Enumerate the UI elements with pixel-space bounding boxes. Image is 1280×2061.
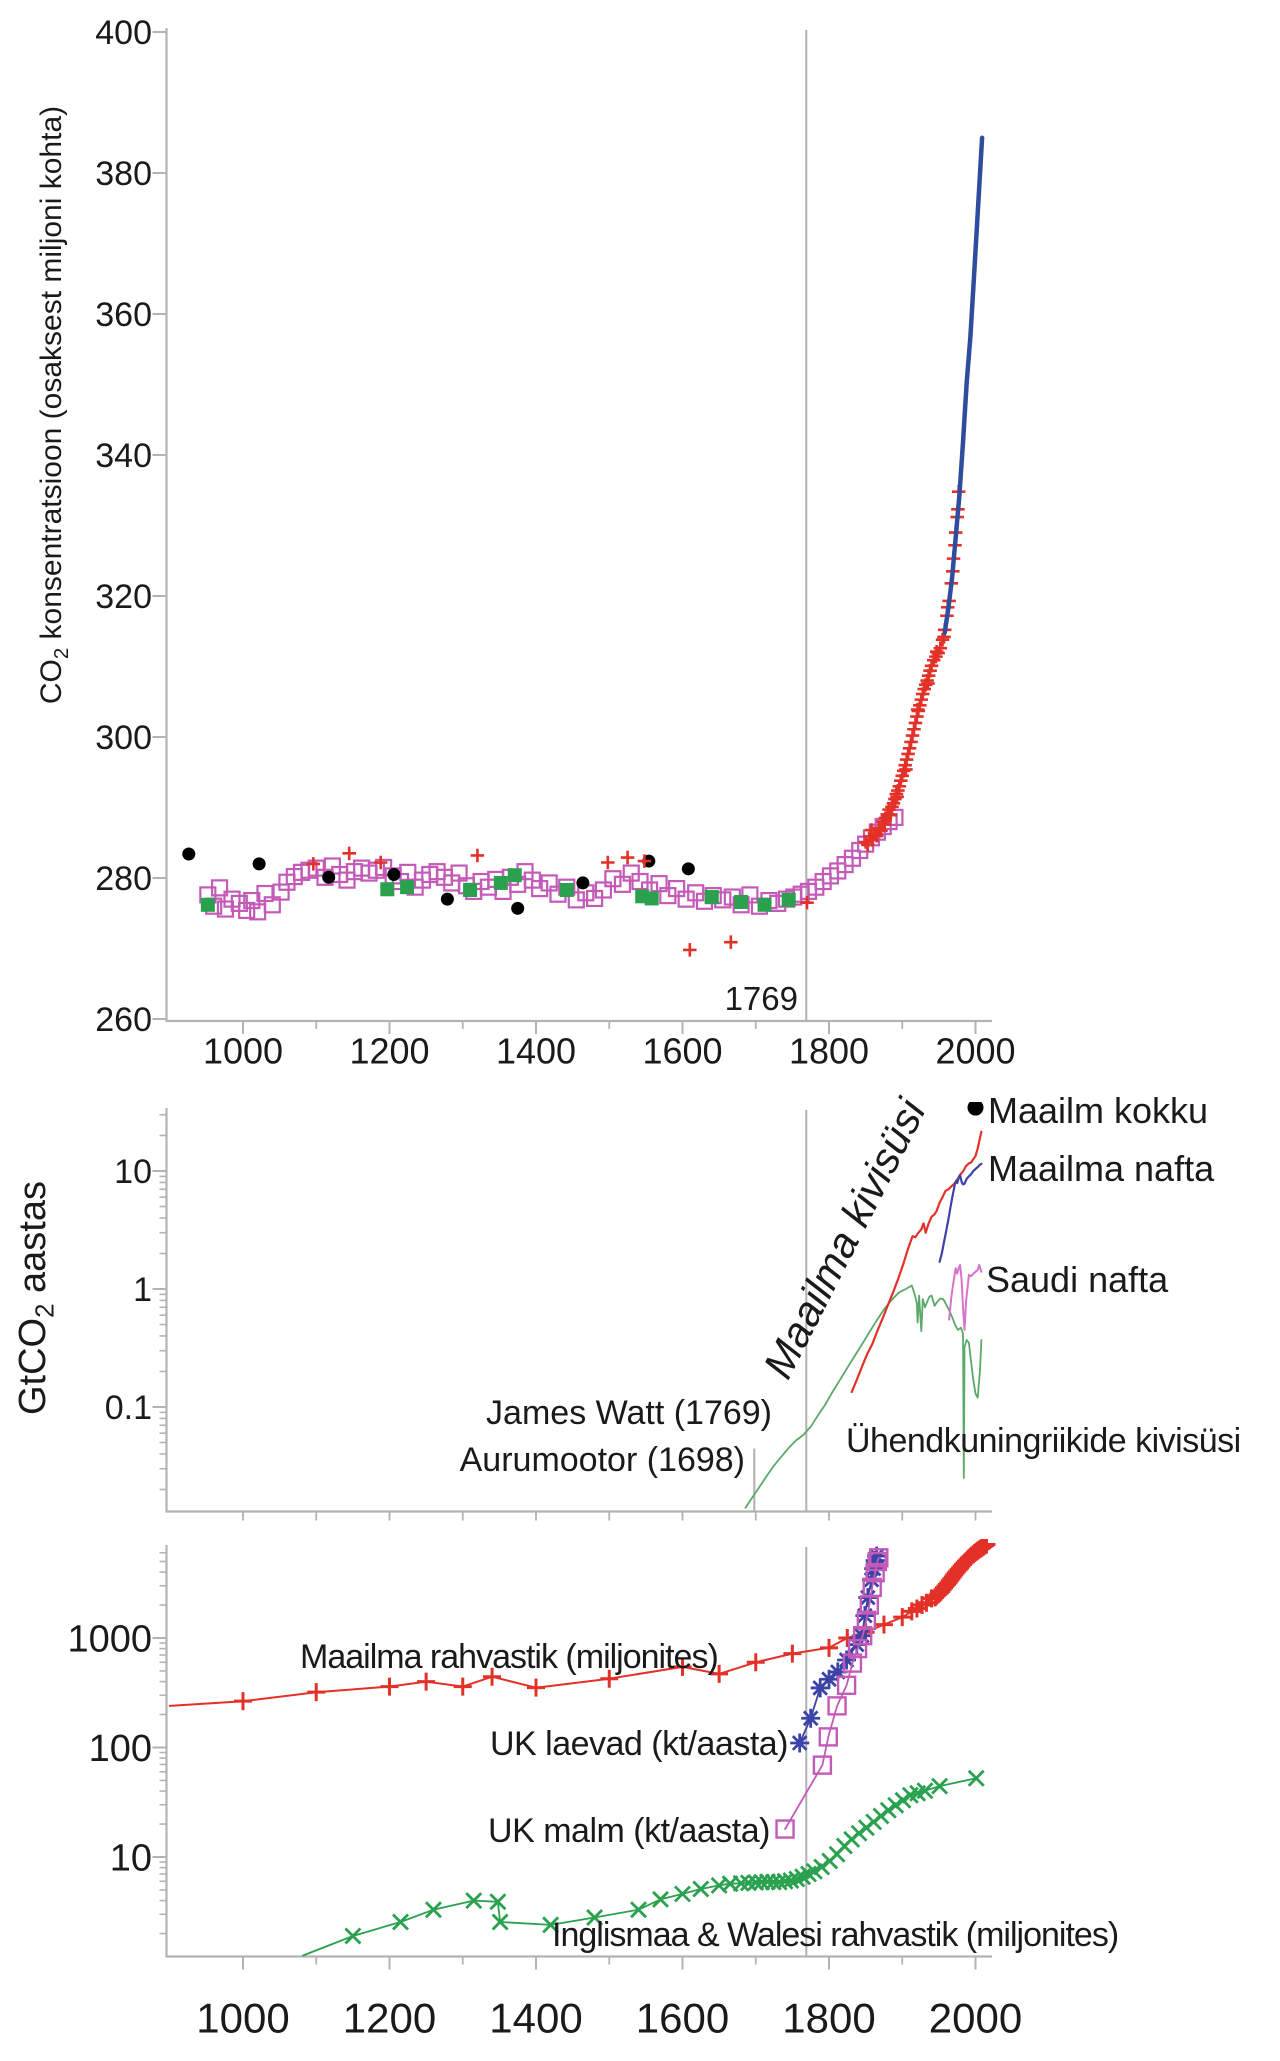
label-saudi-nafta: Saudi nafta [986, 1259, 1169, 1300]
annotation-1769: 1769 [724, 980, 798, 1017]
tick-label: 1000 [196, 1994, 290, 2042]
y-title-restb: aastas [12, 1180, 54, 1304]
y-title-sub2: 2 [51, 647, 73, 660]
series-world-oil [940, 1164, 982, 1262]
label-maailma-rahvastik: Maailma rahvastik (miljonites) [300, 1638, 718, 1676]
tick-label: 260 [95, 1001, 152, 1040]
label-james-watt: James Watt (1769) [486, 1394, 772, 1432]
tick-label: 360 [95, 296, 152, 335]
panel-co2-concentration-panel [95, 14, 1015, 1071]
label-inglismaa-rahvastik: Inglismaa & Walesi rahvastik (miljonites) [552, 1916, 1119, 1954]
label-uk-kivisusi: Ühendkuningriikide kivisüsi [846, 1422, 1241, 1460]
tick-label: 0.1 [104, 1389, 152, 1428]
tick-label: 1200 [349, 1030, 430, 1072]
panel2-y-axis-title [14, 1148, 62, 1448]
tick-label: 1000 [202, 1030, 284, 1072]
tick-label: 1600 [642, 1030, 723, 1072]
y-title-co: CO [35, 659, 68, 705]
tick-label: 2000 [935, 1030, 1016, 1072]
tick-label: 10 [109, 1837, 152, 1880]
tick-label: 1800 [788, 1030, 870, 1072]
series-uk-iron [777, 1549, 888, 1837]
tick-label: 280 [95, 860, 152, 899]
label-maailma-nafta: Maailma nafta [988, 1148, 1215, 1189]
tick-label: 380 [95, 155, 152, 194]
series-magenta-open-squares [200, 810, 902, 919]
tick-label: 1800 [782, 1994, 876, 2042]
y-title-rest: konsentratsioon (osaksest miljoni kohta) [35, 105, 68, 648]
label-maailma-kivisusi: Maailma kivisüsi [754, 1091, 935, 1386]
label-aurumootor: Aurumootor (1698) [459, 1441, 745, 1479]
tick-label: 1400 [489, 1994, 583, 2042]
tick-label: 1600 [635, 1994, 730, 2042]
tick-label: 400 [95, 14, 152, 53]
tick-label: 1200 [342, 1994, 437, 2042]
label-uk-malm: UK malm (kt/aasta) [488, 1812, 770, 1850]
tick-label: 10 [114, 1153, 152, 1192]
tick-label: 340 [95, 437, 152, 476]
y-title-gtco: GtCO [12, 1317, 54, 1416]
tick-label: 1 [133, 1271, 152, 1310]
tick-label: 100 [88, 1728, 152, 1771]
tick-label: 300 [95, 719, 152, 758]
label-uk-laevad: UK laevad (kt/aasta) [489, 1725, 788, 1763]
tick-label: 1000 [67, 1618, 152, 1661]
series-uk-ships [790, 1547, 886, 1753]
tick-label: 1400 [495, 1030, 577, 1072]
tick-label: 2000 [928, 1994, 1023, 2042]
panel-population-industry-panel [67, 1535, 1022, 2041]
series-world-total-dot [968, 1100, 984, 1116]
y-title-sub2b: 2 [31, 1303, 60, 1318]
tick-label: 320 [95, 578, 152, 617]
panel1-y-axis-title [36, 75, 80, 735]
label-maailm-kokku: Maailm kokku [988, 1090, 1209, 1131]
